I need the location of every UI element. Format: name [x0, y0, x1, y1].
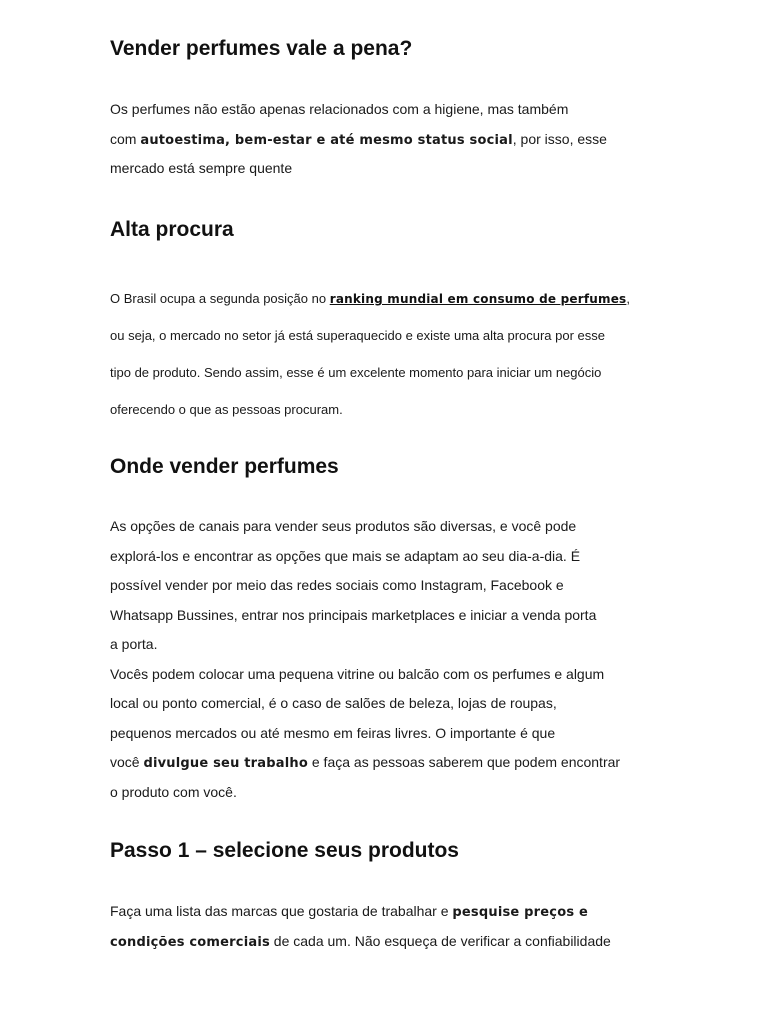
text-run: ,	[626, 291, 631, 306]
heading-onde-vender: Onde vender perfumes	[110, 455, 339, 478]
paragraph-line: Os perfumes não estão apenas relacionados com a higiene, mas também	[110, 101, 569, 117]
paragraph-onde-vender	[110, 516, 670, 811]
paragraph-line: mercado está sempre quente	[110, 160, 293, 176]
paragraph-intro	[110, 99, 670, 188]
heading-vender-perfumes: Vender perfumes vale a pena?	[110, 37, 413, 60]
text-run: e faça as pessoas saberem que podem encontrar	[307, 754, 621, 770]
paragraph-line	[110, 289, 670, 326]
paragraph-line: Vocês podem colocar uma pequena vitrine ou balcão com os perfumes e algum	[110, 665, 605, 682]
paragraph-line: possível vender por meio das redes sociais como Instagram, Facebook e	[110, 577, 564, 593]
paragraph-passo-1	[110, 901, 670, 960]
bold-text: condições comerciais	[110, 934, 270, 950]
paragraph-line: oferecendo o que as pessoas procuram.	[110, 402, 343, 417]
paragraph-line: o produto com você.	[110, 783, 237, 800]
text-run: de cada um. Não esqueça de verificar a confiabilidade	[269, 932, 611, 949]
paragraph-line	[110, 901, 670, 931]
paragraph-line	[110, 752, 670, 782]
text-run: Faça uma lista das marcas que gostaria de trabalhar e	[110, 903, 453, 919]
bold-text: pesquise preços e	[452, 905, 589, 920]
paragraph-line: pequenos mercados ou até mesmo em feiras livres. O importante é que	[110, 724, 556, 741]
bold-text: autoestima, bem-estar e até mesmo status social	[140, 132, 513, 148]
paragraph-line: tipo de produto. Sendo assim, esse é um excelente momento para iniciar um negócio	[110, 365, 602, 380]
paragraph-line: local ou ponto comercial, é o caso de salões de beleza, lojas de roupas,	[110, 695, 557, 711]
paragraph-alta-procura	[110, 289, 670, 437]
text-run: você	[110, 754, 144, 770]
text-run: , por isso, esse	[512, 130, 607, 147]
text-run: O Brasil ocupa a segunda posição no	[110, 291, 330, 306]
heading-alta-procura: Alta procura	[110, 218, 234, 241]
paragraph-line: As opções de canais para vender seus produtos são diversas, e você pode	[110, 518, 577, 534]
ranking-link[interactable]: ranking mundial em consumo de perfumes	[329, 292, 627, 306]
paragraph-line: ou seja, o mercado no setor já está superaquecido e existe uma alta procura por esse	[110, 328, 606, 343]
bold-text: divulgue seu trabalho	[143, 756, 308, 771]
paragraph-line: Whatsapp Bussines, entrar nos principais marketplaces e iniciar a venda porta	[110, 606, 597, 623]
paragraph-line	[110, 129, 670, 159]
heading-passo-1: Passo 1 – selecione seus produtos	[110, 839, 459, 862]
paragraph-line: explorá-los e encontrar as opções que mais se adaptam ao seu dia-a-dia. É	[110, 547, 581, 564]
paragraph-line	[110, 931, 670, 961]
text-run: com	[110, 130, 141, 147]
paragraph-line: a porta.	[110, 636, 158, 652]
